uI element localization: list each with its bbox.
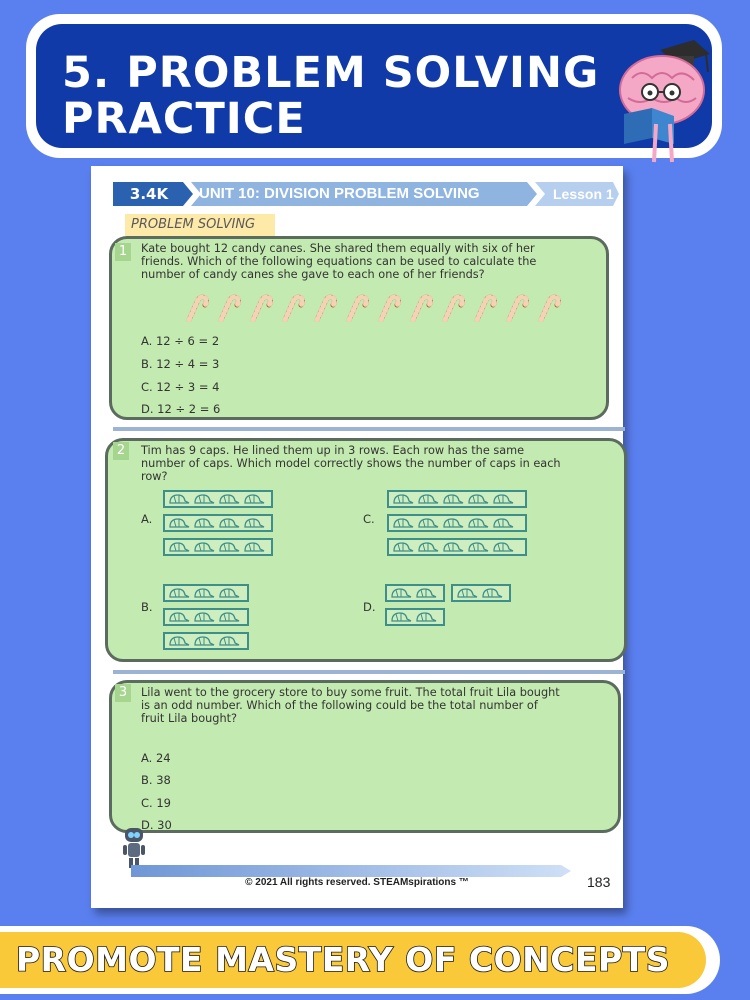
cap-icon: [192, 634, 216, 648]
cap-icon: [242, 540, 266, 554]
cap-row: [385, 584, 445, 602]
header-banner-inner: [36, 24, 712, 148]
cap-icon: [414, 610, 438, 624]
candy-cane-icon: [439, 292, 465, 322]
cap-icon: [389, 586, 413, 600]
cap-row: [387, 490, 527, 508]
question-1-line: friends. Which of the following equations can be used to calculate the: [141, 255, 537, 268]
cap-icon: [391, 516, 415, 530]
question-2-line: row?: [141, 470, 168, 483]
question-2-line: number of caps. Which model correctly shows the number of caps in each: [141, 457, 561, 470]
question-3-option-c[interactable]: C. 19: [141, 796, 171, 810]
section-tag: PROBLEM SOLVING: [125, 214, 275, 236]
question-3-line: fruit Lila bought?: [141, 712, 238, 725]
cap-icon: [416, 540, 440, 554]
cap-icon: [167, 516, 191, 530]
cap-row: [163, 632, 249, 650]
question-3-option-a[interactable]: A. 24: [141, 751, 171, 765]
page-title-line1: 5. PROBLEM SOLVING: [62, 48, 600, 98]
bottom-banner: [0, 926, 720, 994]
candy-cane-icon: [503, 292, 529, 322]
divider: [113, 427, 625, 431]
question-2-line: Tim has 9 caps. He lined them up in 3 rows. Each row has the same: [141, 444, 525, 457]
question-3-number: 3: [115, 684, 131, 702]
page-title-line2: PRACTICE: [62, 94, 306, 144]
cap-icon: [466, 492, 490, 506]
question-1-number: 1: [115, 243, 131, 261]
cap-icon: [167, 492, 191, 506]
question-1-line: Kate bought 12 candy canes. She shared them equally with six of her: [141, 242, 535, 255]
cap-icon: [242, 516, 266, 530]
cap-icon: [217, 516, 241, 530]
cap-icon: [192, 516, 216, 530]
cap-icon: [466, 540, 490, 554]
cap-icon: [192, 586, 216, 600]
cap-icon: [192, 492, 216, 506]
candy-cane-icon: [535, 292, 561, 322]
candy-cane-icon: [215, 292, 241, 322]
question-2-number: 2: [113, 442, 129, 460]
cap-icon: [441, 492, 465, 506]
candy-cane-icon: [279, 292, 305, 322]
header-banner: [26, 14, 722, 158]
cap-icon: [391, 540, 415, 554]
candy-cane-icon: [375, 292, 401, 322]
cap-icon: [414, 586, 438, 600]
copyright-footer: © 2021 All rights reserved. STEAMspirations ™: [245, 877, 469, 888]
cap-row: [163, 514, 273, 532]
divider: [113, 670, 625, 674]
cap-row: [387, 538, 527, 556]
cap-icon: [416, 492, 440, 506]
question-3-text: [141, 686, 560, 725]
question-2-option-d-letter[interactable]: D.: [363, 600, 376, 614]
cap-row: [385, 608, 445, 626]
cap-icon: [167, 634, 191, 648]
bottom-banner-text: PROMOTE MASTERY OF CONCEPTS: [16, 940, 670, 979]
cap-row: [163, 608, 249, 626]
question-2-option-a-letter[interactable]: A.: [141, 512, 153, 526]
lesson-label: Lesson 1: [553, 186, 614, 202]
cap-icon: [217, 634, 241, 648]
unit-header-bar: [113, 182, 619, 206]
question-2-option-c-letter[interactable]: C.: [363, 512, 375, 526]
cap-icon: [491, 492, 515, 506]
brain-reading-icon: [602, 28, 712, 168]
cap-icon: [491, 540, 515, 554]
candy-cane-icon: [407, 292, 433, 322]
question-2-option-b-letter[interactable]: B.: [141, 600, 153, 614]
bottom-banner-inner: [0, 932, 706, 988]
question-3-line: is an odd number. Which of the following could be the total number of: [141, 699, 538, 712]
cap-icon: [480, 586, 504, 600]
question-1-line: number of candy canes she gave to each one of her friends?: [141, 268, 485, 281]
cap-icon: [466, 516, 490, 530]
cap-icon: [441, 540, 465, 554]
question-3-option-b[interactable]: B. 38: [141, 773, 171, 787]
cap-row: [163, 538, 273, 556]
cap-row: [163, 490, 273, 508]
candy-cane-icon: [247, 292, 273, 322]
candy-cane-icon: [343, 292, 369, 322]
page-title: [62, 50, 599, 142]
page-bottom-arrow: [131, 865, 571, 877]
question-1-option-a[interactable]: A. 12 ÷ 6 = 2: [141, 334, 220, 348]
cap-row: [451, 584, 511, 602]
cap-icon: [217, 492, 241, 506]
cap-icon: [192, 540, 216, 554]
cap-icon: [217, 586, 241, 600]
cap-row: [387, 514, 527, 532]
cap-icon: [455, 586, 479, 600]
cap-icon: [416, 516, 440, 530]
question-1-option-d[interactable]: D. 12 ÷ 2 = 6: [141, 402, 221, 416]
question-1-text: [141, 242, 536, 281]
cap-icon: [167, 610, 191, 624]
cap-icon: [441, 516, 465, 530]
candy-cane-icon: [183, 292, 209, 322]
question-1-option-b[interactable]: B. 12 ÷ 4 = 3: [141, 357, 220, 371]
question-3-option-d[interactable]: D. 30: [141, 818, 172, 832]
standard-label: 3.4K: [129, 185, 169, 203]
cap-icon: [389, 610, 413, 624]
candy-cane-icon: [311, 292, 337, 322]
cap-icon: [167, 586, 191, 600]
cap-row: [163, 584, 249, 602]
page-number: 183: [587, 874, 611, 890]
cap-icon: [242, 492, 266, 506]
cap-icon: [391, 492, 415, 506]
cap-icon: [217, 540, 241, 554]
question-2-text: [141, 444, 561, 483]
cap-icon: [167, 540, 191, 554]
cap-icon: [491, 516, 515, 530]
question-3-line: Lila went to the grocery store to buy some fruit. The total fruit Lila bought: [141, 686, 560, 699]
candy-cane-icon: [471, 292, 497, 322]
cap-icon: [217, 610, 241, 624]
question-1-option-c[interactable]: C. 12 ÷ 3 = 4: [141, 380, 220, 394]
cap-icon: [192, 610, 216, 624]
unit-title: UNIT 10: DIVISION PROBLEM SOLVING: [199, 185, 480, 202]
candy-cane-row: [183, 292, 563, 322]
worksheet-page: [91, 166, 623, 908]
